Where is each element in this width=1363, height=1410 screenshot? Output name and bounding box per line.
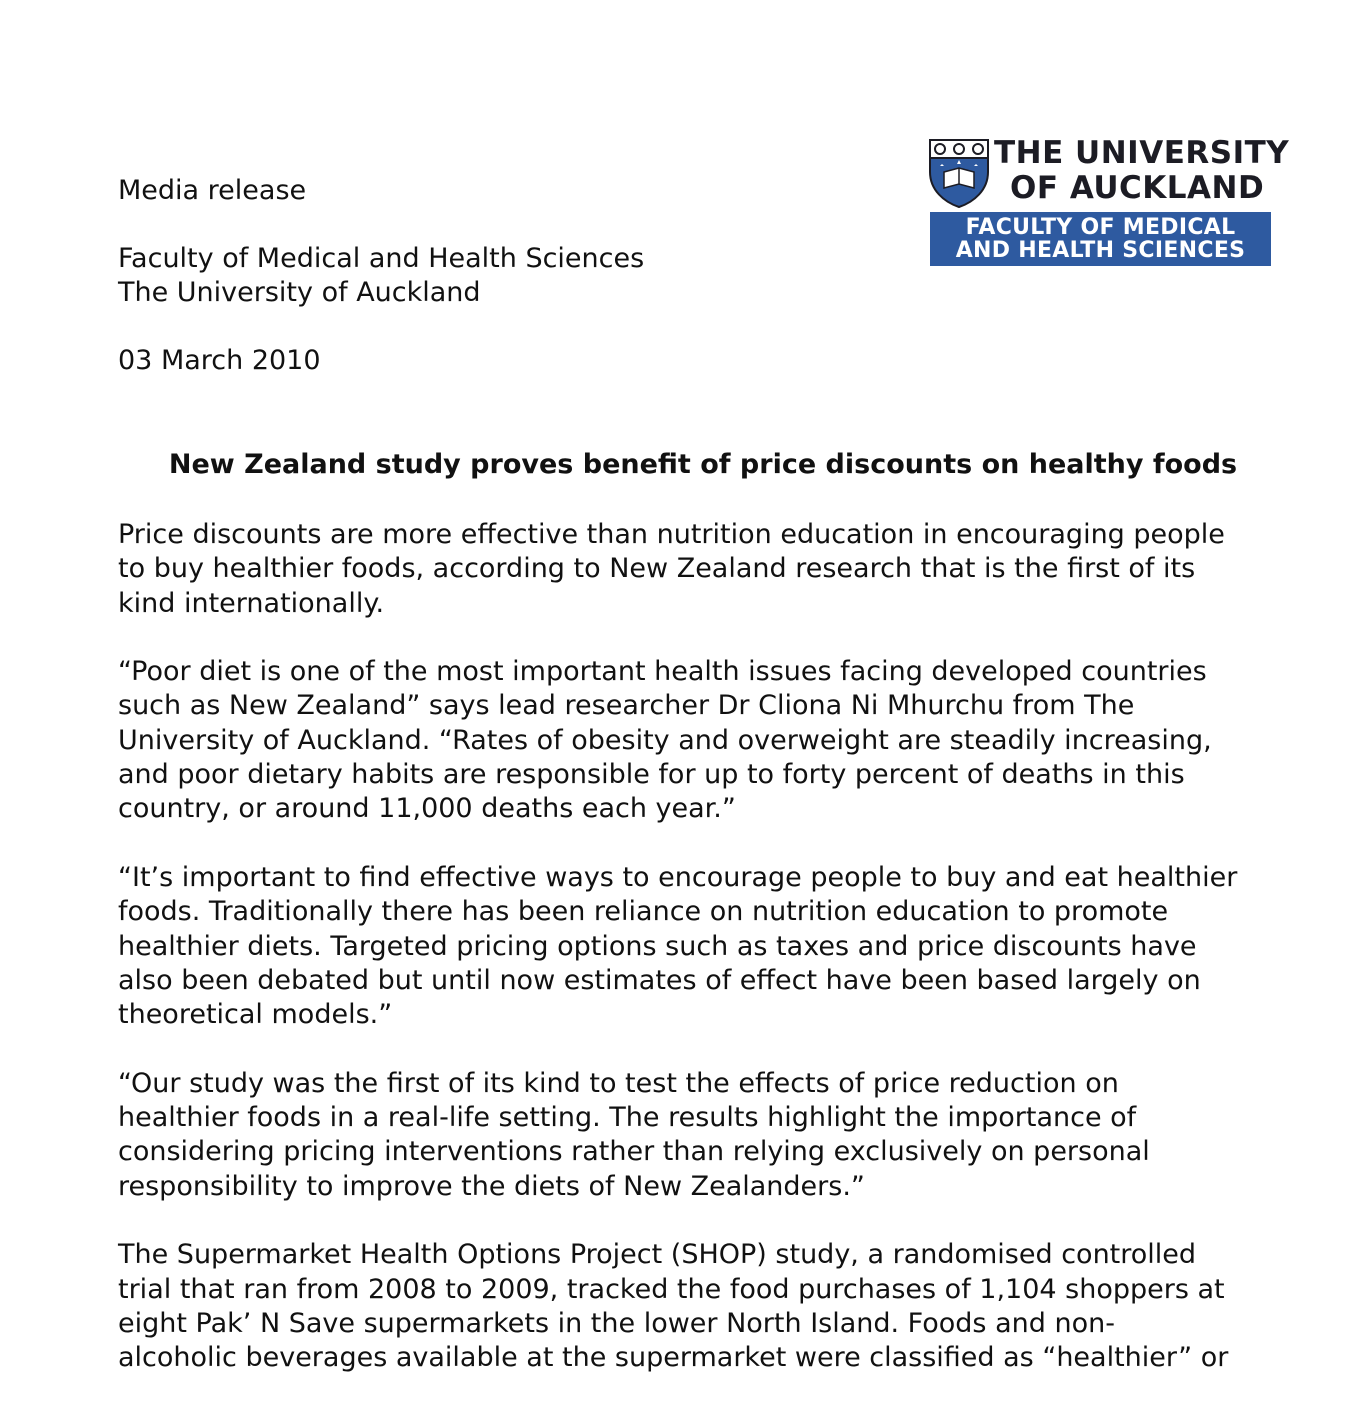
paragraph-line: kind internationally.	[118, 587, 385, 619]
logo-title-line2: OF AUCKLAND	[1010, 170, 1265, 206]
paragraph-line: foods. Traditionally there has been reliance on nutrition education to promote	[118, 896, 1169, 928]
paragraph-line: alcoholic beverages available at the supermarket were classified as “healthier” or	[118, 1342, 1229, 1374]
university-name: The University of Auckland	[118, 277, 481, 308]
paragraph-line: country, or around 11,000 deaths each year.”	[118, 793, 736, 825]
paragraph-line: considering pricing interventions rather than relying exclusively on personal	[118, 1136, 1150, 1168]
paragraph-line: “Our study was the first of its kind to test the effects of price reduction on	[118, 1067, 1119, 1099]
article-body	[118, 518, 1308, 1410]
paragraph-line: Price discounts are more effective than nutrition education in encouraging people	[118, 519, 1225, 550]
paragraph	[118, 861, 1308, 1032]
paragraph-line: such as New Zealand” says lead researcher Dr Cliona Ni Mhurchu from The	[118, 690, 1135, 722]
logo-wordmark	[994, 135, 1290, 206]
paragraph-line: and poor dietary habits are responsible for up to forty percent of deaths in this	[118, 759, 1185, 791]
paragraph-line: healthier diets. Targeted pricing options such as taxes and price discounts have	[118, 930, 1197, 962]
media-release-label: Media release	[118, 175, 307, 206]
logo-band-line2: AND HEALTH SCIENCES	[955, 238, 1246, 263]
faculty-name: Faculty of Medical and Health Sciences	[118, 243, 645, 274]
paragraph-line: The Supermarket Health Options Project (SHOP) study, a randomised controlled	[118, 1239, 1197, 1271]
paragraph	[118, 655, 1308, 826]
release-header	[118, 174, 644, 378]
paragraph-line: eight Pak’ N Save supermarkets in the lower North Island. Foods and non-	[118, 1307, 1115, 1339]
logo-title-line1: THE UNIVERSITY	[994, 135, 1290, 171]
paragraph-line: healthier foods in a real-life setting. The results highlight the importance of	[118, 1102, 1137, 1134]
paragraph	[118, 1067, 1308, 1204]
release-date: 03 March 2010	[118, 345, 321, 376]
paragraph-line: “It’s important to find effective ways to encourage people to buy and eat healthier	[118, 861, 1238, 893]
logo-band-line1: FACULTY OF MEDICAL	[965, 215, 1236, 240]
paragraph-line: theoretical models.”	[118, 999, 393, 1031]
paragraph	[118, 1238, 1308, 1375]
article-headline: New Zealand study proves benefit of price discounts on healthy foods	[168, 449, 1238, 480]
paragraph-line: University of Auckland. “Rates of obesity and overweight are steadily increasing,	[118, 724, 1212, 756]
logo-faculty-band	[930, 212, 1271, 266]
paragraph	[118, 518, 1308, 621]
paragraph-line: trial that ran from 2008 to 2009, tracked the food purchases of 1,104 shoppers at	[118, 1273, 1225, 1305]
paragraph-line: to buy healthier foods, according to New Zealand research that is the first of its	[118, 553, 1196, 585]
university-logo	[928, 135, 1290, 268]
paragraph-line: “Poor diet is one of the most important health issues facing developed countries	[118, 656, 1207, 688]
paragraph-line: also been debated but until now estimates of effect have been based largely on	[118, 964, 1201, 996]
crest-icon	[928, 138, 990, 208]
paragraph-line: responsibility to improve the diets of New Zealanders.”	[118, 1170, 865, 1202]
